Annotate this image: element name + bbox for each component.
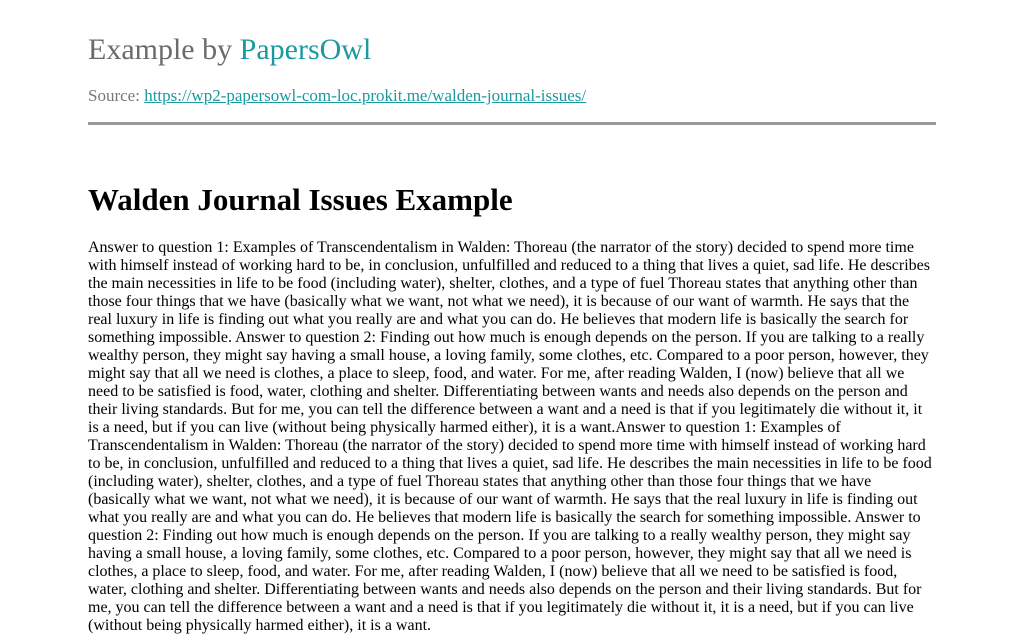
source-line (88, 85, 936, 107)
brand-name: PapersOwl (239, 33, 372, 66)
article-title: Walden Journal Issues Example (88, 182, 513, 217)
page-header (88, 30, 936, 107)
brand-prefix: Example by (88, 33, 240, 66)
article-body: Answer to question 1: Examples of Transcendentalism in Walden: Thoreau (the narrator of the story) decided to spend more time with himself instead of working hard to be, in conclusion, unfulfilled and reduced to a thing that lives a quiet, sad life. He describes the main necessities in life to be food (including water), shelter, clothes, and a type of fuel Thoreau states that anything other than those four things that we have (basically what we want, not what we need), it is because of our want of warmth. He says that the real luxury in life is finding out what you really are and what you can do. He believes that modern life is basically the search for something impossible. Answer to question 2: Finding out how much is enough depends on the person. If you are talking to a really wealthy person, they might say having a small house, a loving family, some clothes, etc. Compared to a poor person, however, they might say that all we need is clothes, a place to sleep, food, and water. For me, after reading Walden, I (now) believe that all we need to be satisfied is food, water, clothing and shelter. Differentiating between wants and needs also depends on the person and their living standards. But for me, you can tell the difference between a want and a need is that if you legitimately die without it, it is a need, but if you can live (without being physically harmed either), it is a want.Answer to question 1: Examples of Transcendentalism in Walden: Thoreau (the narrator of the story) decided to spend more time with himself instead of working hard to be, in conclusion, unfulfilled and reduced to a thing that lives a quiet, sad life. He describes the main necessities in life to be food (including water), shelter, clothes, and a type of fuel Thoreau states that anything other than those four things that we have (basically what we want, not what we need), it is because of our want of warmth. He says that the real luxury in life is finding out what you really are and what you can do. He believes that modern life is basically the search for something impossible. Answer to question 2: Finding out how much is enough depends on the person. If you are talking to a really wealthy person, they might say having a small house, a loving family, some clothes, etc. Compared to a poor person, however, they might say that all we need is clothes, a place to sleep, food, and water. For me, after reading Walden, I (now) believe that all we need to be satisfied is food, water, clothing and shelter. Differentiating between wants and needs also depends on the person and their living standards. But for me, you can tell the difference between a want and a need is that if you legitimately die without it, it is a need, but if you can live (without being physically harmed either), it is a want. (88, 239, 932, 634)
source-link[interactable]: https://wp2-papersowl-com-loc.prokit.me/walden-journal-issues/ (144, 86, 587, 105)
brand-heading (88, 30, 936, 70)
source-label: Source: (88, 86, 145, 105)
header-divider (88, 122, 936, 125)
